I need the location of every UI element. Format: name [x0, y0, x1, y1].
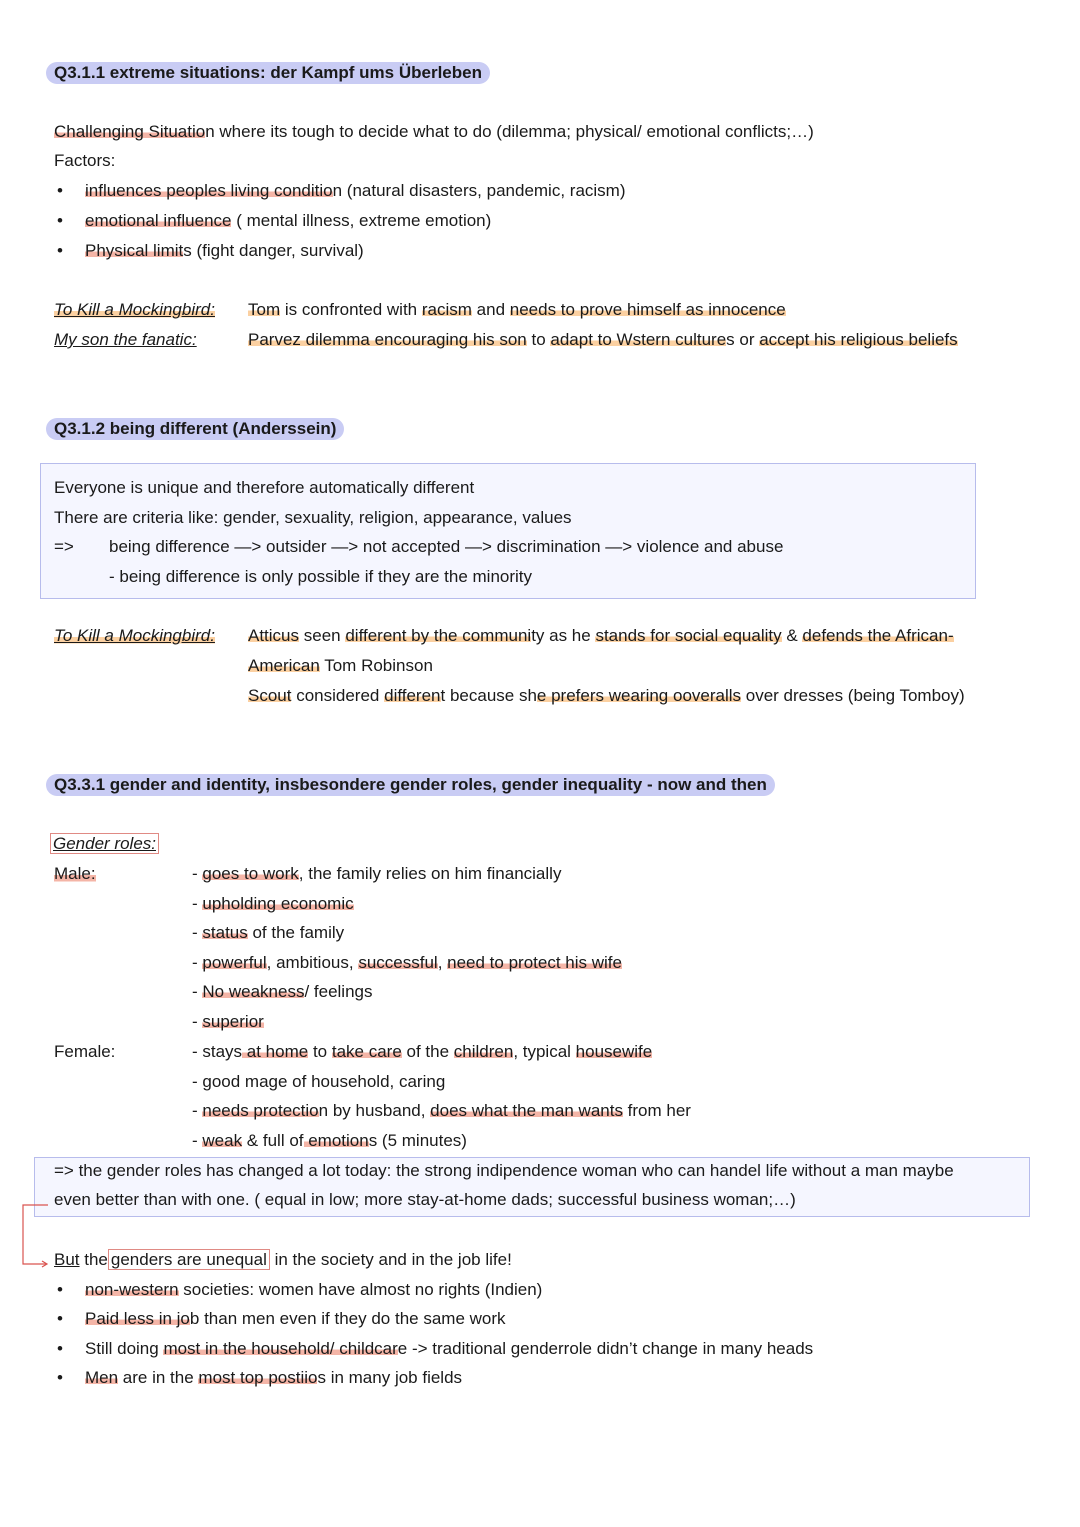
highlight: stands for social equality: [595, 626, 782, 645]
female-line: [192, 1130, 467, 1152]
text: is confronted with: [280, 300, 422, 319]
text: s (5 minutes): [368, 1131, 467, 1150]
highlight: Scout: [248, 686, 292, 705]
bullet: •: [57, 181, 63, 200]
highlight: status: [202, 923, 248, 942]
connector-arrow: [18, 1200, 52, 1270]
text: s or: [726, 330, 760, 349]
highlight: children: [453, 1042, 514, 1061]
text: -: [192, 953, 203, 972]
female-line: [192, 1041, 652, 1063]
example-line: [248, 655, 433, 677]
bullet: •: [57, 1280, 63, 1299]
text: societies: women have almost no rights (Indien): [178, 1280, 543, 1299]
but-word: But: [54, 1250, 80, 1269]
example-line: [248, 625, 954, 647]
text: to: [526, 330, 551, 349]
text: seen: [299, 626, 346, 645]
inequality-item: [85, 1279, 542, 1301]
text: s in many job fields: [317, 1368, 463, 1387]
text: ,: [437, 953, 448, 972]
factor-item: [85, 240, 364, 262]
male-label: Male:: [54, 864, 96, 883]
highlight: No weakness: [202, 982, 305, 1001]
text: -: [192, 1101, 203, 1120]
text: in the society and in the job life!: [269, 1250, 512, 1269]
example-line: [248, 685, 965, 707]
highlight: Challenging Situatio: [54, 122, 206, 141]
male-line: [192, 1011, 264, 1033]
female-label: Female:: [54, 1042, 116, 1061]
box-note: - being difference is only possible if they are the minority: [109, 567, 533, 586]
text: Still doing: [85, 1339, 164, 1358]
text: -: [192, 982, 203, 1001]
section-heading-being-different: Q3.1.2 being different (Anderssein): [46, 418, 344, 440]
female-line: [192, 1100, 691, 1122]
male-line: [192, 863, 561, 885]
chain-line: being difference —> outsider —> not accepted —> discrimination —> violence and abuse: [109, 537, 784, 556]
male-line: [192, 952, 622, 974]
highlight: defends the African-: [802, 626, 954, 645]
highlight: at home: [242, 1042, 309, 1061]
text: , the family relies on him financially: [298, 864, 562, 883]
text: n (natural disasters, pandemic, racism): [332, 181, 626, 200]
arrow: =>: [54, 537, 74, 556]
highlight: superior: [202, 1012, 264, 1031]
text: - good mage of household, caring: [192, 1072, 446, 1091]
male-line: [192, 922, 344, 944]
book-title-mockingbird: To Kill a Mockingbird:: [54, 626, 215, 645]
inequality-item: [85, 1367, 462, 1389]
male-line: [192, 893, 354, 915]
bullet: •: [57, 211, 63, 230]
highlight: accept his religious beliefs: [759, 330, 958, 349]
highlight: housewife: [575, 1042, 653, 1061]
section-heading-extreme-situations: Q3.1.1 extreme situations: der Kampf ums Überleben: [46, 62, 490, 84]
text: of the: [401, 1042, 454, 1061]
text: - stays: [192, 1042, 243, 1061]
highlight: non-western: [85, 1280, 179, 1299]
but-line: [54, 1249, 512, 1271]
text: considered: [291, 686, 385, 705]
text: ( mental illness, extreme emotion): [231, 211, 492, 230]
text: n by husband,: [318, 1101, 431, 1120]
box-line: There are criteria like: gender, sexuality, religion, appearance, values: [54, 508, 572, 527]
example-line: [248, 299, 786, 321]
highlight: goes to work: [202, 864, 299, 883]
highlight: need to protect his wife: [447, 953, 622, 972]
highlight: needs protectio: [202, 1101, 319, 1120]
highlight: e prefers wearing ooveralls: [536, 686, 742, 705]
text: -: [192, 1131, 203, 1150]
text: Tom Robinson: [319, 656, 433, 675]
text: from her: [622, 1101, 691, 1120]
text: over dresses (being Tomboy): [741, 686, 965, 705]
bullet: •: [57, 1368, 63, 1387]
highlight: upholding economic: [202, 894, 354, 913]
intro-line: [54, 121, 814, 143]
book-title-mockingbird: To Kill a Mockingbird:: [54, 300, 215, 319]
text: -: [192, 864, 203, 883]
highlight: American: [248, 656, 320, 675]
highlight: most in the household/ childcar: [163, 1339, 398, 1358]
highlight: emotion: [303, 1131, 369, 1150]
text: , ambitious,: [266, 953, 359, 972]
text: &: [781, 626, 803, 645]
text: -: [192, 1012, 203, 1031]
highlight: emotional influence: [85, 211, 232, 230]
text: s (fight danger, survival): [183, 241, 364, 260]
highlight: influences peoples living conditio: [85, 181, 333, 200]
bullet: •: [57, 1309, 63, 1328]
text: of the family: [247, 923, 345, 942]
factors-label: Factors:: [54, 151, 116, 170]
bullet: •: [57, 241, 63, 260]
gender-roles-label: [50, 833, 159, 855]
text: -: [192, 894, 203, 913]
unequal-box: genders are unequal: [108, 1249, 270, 1270]
gender-roles-box: Gender roles:: [50, 833, 159, 854]
highlight: Paid less in jo: [85, 1309, 190, 1328]
factor-item: [85, 210, 491, 232]
text: and: [471, 300, 510, 319]
highlight: Atticus: [248, 626, 300, 645]
highlight: differen: [384, 686, 441, 705]
highlight: Men: [85, 1368, 119, 1387]
highlight: different by the communi: [345, 626, 532, 645]
text: n where its tough to decide what to do (dilemma; physical/ emotional conflicts;…): [205, 122, 814, 141]
inequality-item: [85, 1308, 506, 1330]
text: -: [192, 923, 203, 942]
example-line: [248, 329, 958, 351]
text: e -> traditional genderrole didn’t change in many heads: [397, 1339, 814, 1358]
book-title-son-fanatic: My son the fanatic:: [54, 330, 197, 349]
text: the: [79, 1250, 108, 1269]
female-line: [192, 1071, 445, 1093]
bullet: •: [57, 1339, 63, 1358]
highlight: powerful: [202, 953, 267, 972]
highlight: racism: [421, 300, 472, 319]
highlight: Parvez dilemma encouraging his son: [248, 330, 527, 349]
male-line: [192, 981, 373, 1003]
highlight: take care: [331, 1042, 402, 1061]
highlight: Tom: [248, 300, 281, 319]
highlight: weak: [202, 1131, 243, 1150]
text: to: [308, 1042, 332, 1061]
text: t because sh: [440, 686, 537, 705]
inequality-item: [85, 1338, 813, 1360]
text: are in the: [118, 1368, 199, 1387]
highlight: Physical limit: [85, 241, 184, 260]
text: ty as he: [531, 626, 596, 645]
box-line: Everyone is unique and therefore automatically different: [54, 478, 475, 497]
text: b than men even if they do the same work: [189, 1309, 506, 1328]
text: & full of: [242, 1131, 304, 1150]
factor-item: [85, 180, 626, 202]
change-line: even better than with one. ( equal in low; more stay-at-home dads; successful business woman;…): [54, 1190, 796, 1209]
highlight: adapt to Wstern culture: [550, 330, 727, 349]
change-line: => the gender roles has changed a lot today: the strong indipendence woman who can handel life without a man maybe: [54, 1161, 954, 1180]
text: / feelings: [304, 982, 373, 1001]
text: , typical: [513, 1042, 576, 1061]
highlight: needs to prove himself as innocence: [509, 300, 786, 319]
section-heading-gender-identity: Q3.3.1 gender and identity, insbesondere gender roles, gender inequality - now and then: [46, 774, 775, 796]
highlight: successful: [358, 953, 438, 972]
highlight: most top postiio: [198, 1368, 318, 1387]
highlight: does what the man wants: [430, 1101, 623, 1120]
